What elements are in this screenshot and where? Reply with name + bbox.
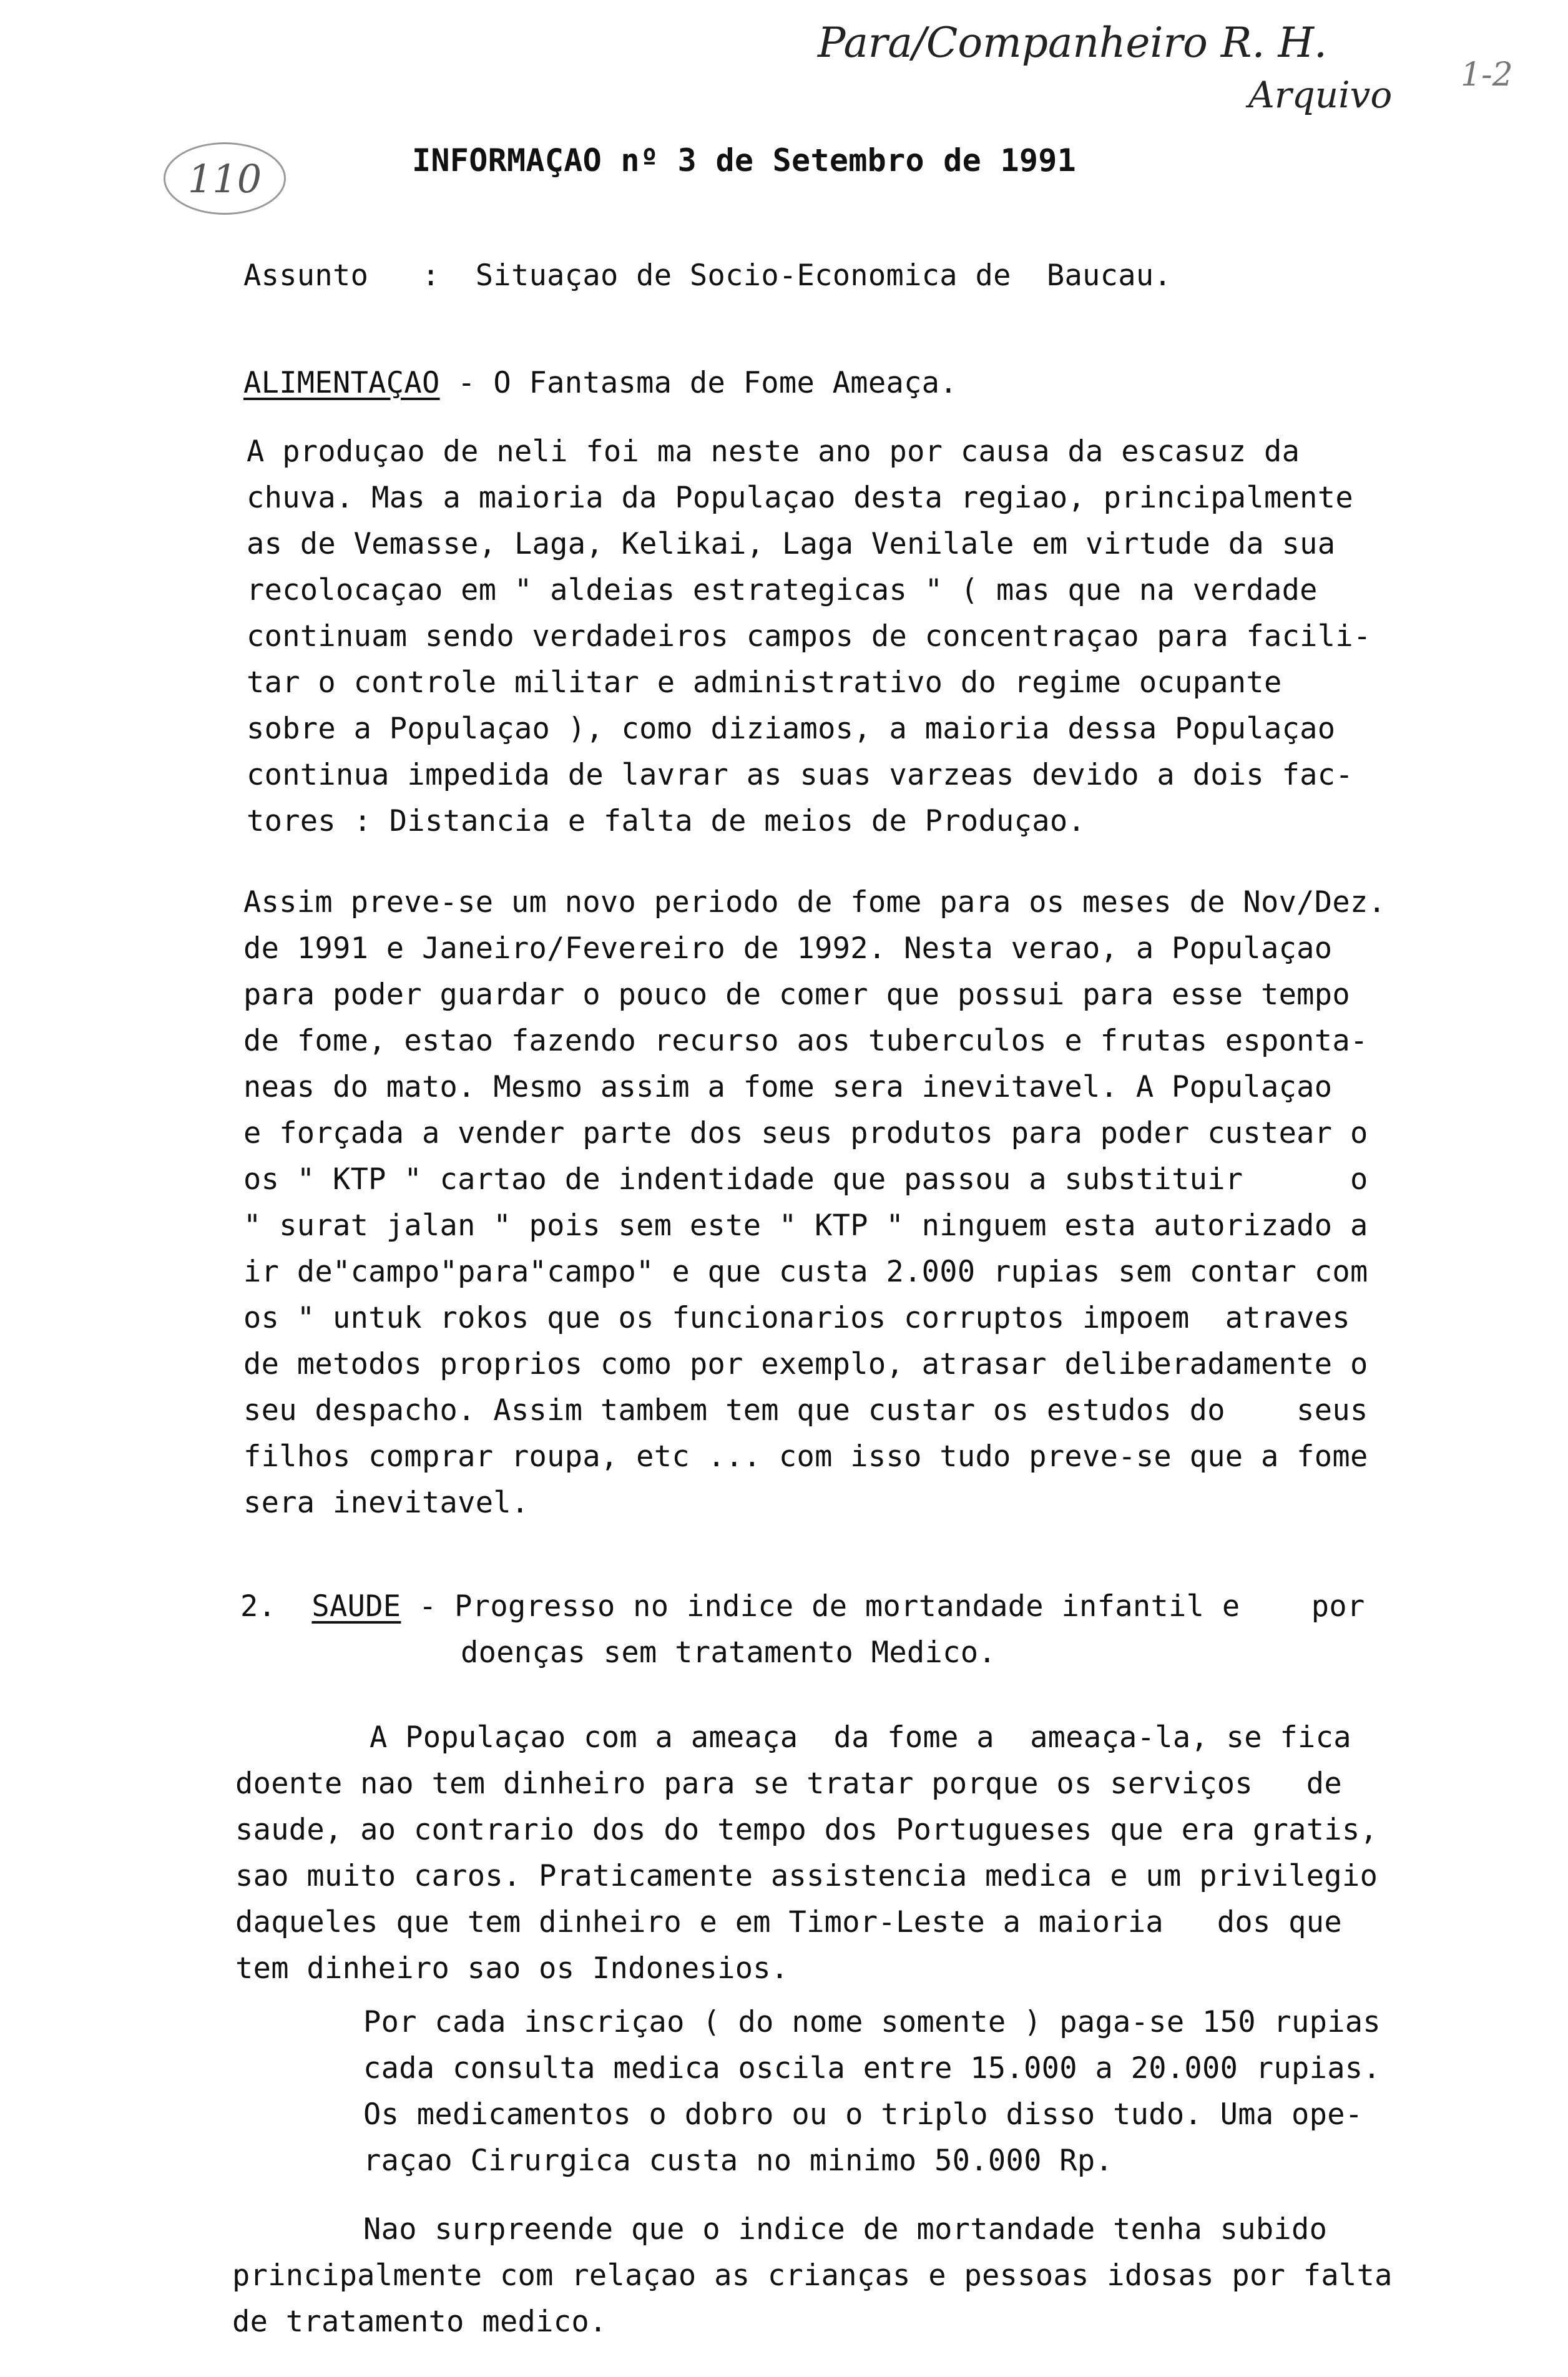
paragraph-line: Nao surpreende que o indice de mortandade tenha subido [363,2212,1328,2247]
paragraph-line: raçao Cirurgica custa no minimo 50.000 Rp. [363,2144,1114,2178]
paragraph-line: A produçao de neli foi ma neste ano por causa da escasuz da [247,434,1300,469]
section2-heading: SAUDE [311,1589,401,1624]
paragraph-line: os " untuk rokos que os funcionarios corruptos impoem atraves [243,1301,1350,1335]
paragraph-line: Os medicamentos o dobro ou o triplo disso tudo. Uma ope- [363,2097,1363,2132]
subject-label: Assunto [243,258,369,293]
handwritten-page-marker: 1-2 [1461,56,1513,94]
paragraph-line: Por cada inscriçao ( do nome somente ) paga-se 150 rupias [363,2005,1381,2039]
paragraph-line: tores : Distancia e falta de meios de Produçao. [247,804,1086,838]
paragraph-line: principalmente com relaçao as crianças e pessoas idosas por falta [232,2258,1393,2293]
paragraph-line: de metodos proprios como por exemplo, atrasar deliberadamente o [243,1347,1368,1381]
paragraph-line: para poder guardar o pouco de comer que possui para esse tempo [243,978,1350,1012]
paragraph-line: saude, ao contrario dos do tempo dos Portugueses que era gratis, [235,1813,1378,1847]
stamp-number: 110 [187,155,262,202]
paragraph-line: recolocaçao em " aldeias estrategicas " ( mas que na verdade [247,573,1318,607]
paragraph-line: doente nao tem dinheiro para se tratar porque os serviços de [235,1767,1342,1801]
paragraph-line: de fome, estao fazendo recurso aos tuberculos e frutas esponta- [243,1024,1368,1058]
section1-title: - O Fantasma de Fome Ameaça. [439,366,958,400]
subject-line [243,258,1172,293]
paragraph-line: sera inevitavel. [243,1486,529,1520]
paragraph-line: tar o controle militar e administrativo do regime ocupante [247,665,1282,700]
circled-number-stamp [164,142,286,215]
paragraph-line: sao muito caros. Praticamente assistencia medica e um privilegio [235,1859,1378,1893]
document-title: INFORMAÇAO nº 3 de Setembro de 1991 [412,142,1077,179]
paragraph-line: sobre a Populaçao ), como diziamos, a maioria dessa Populaçao [247,712,1336,746]
paragraph-line: tem dinheiro sao os Indonesios. [235,1951,789,1986]
section2-header [240,1589,1365,1624]
paragraph-line: as de Vemasse, Laga, Kelikai, Laga Venilale em virtude da sua [247,527,1336,561]
paragraph-line: ir de"campo"para"campo" e que custa 2.000 rupias sem contar com [243,1255,1368,1289]
paragraph-line: os " KTP " cartao de indentidade que passou a substituir o [243,1162,1368,1197]
section1-header [243,368,958,398]
paragraph-line: A Populaçao com a ameaça da fome a ameaça-la, se fica [370,1720,1351,1755]
paragraph-line: daqueles que tem dinheiro e em Timor-Leste a maioria dos que [235,1905,1342,1939]
handwritten-archive-note: Arquivo [1248,74,1393,116]
paragraph-line: filhos comprar roupa, etc ... com isso tudo preve-se que a fome [243,1439,1368,1474]
paragraph-line: de 1991 e Janeiro/Fevereiro de 1992. Nesta verao, a Populaçao [243,931,1333,966]
subject-text: : Situaçao de Socio-Economica de Baucau. [421,258,1172,293]
paragraph-line: chuva. Mas a maioria da Populaçao desta regiao, principalmente [247,481,1353,515]
paragraph-line: continuam sendo verdadeiros campos de concentraçao para facili- [247,619,1371,654]
paragraph-line: neas do mato. Mesmo assim a fome sera inevitavel. A Populaçao [243,1070,1333,1104]
section2-title: - Progresso no indice de mortandade infantil e por [401,1589,1365,1624]
section2-title-continuation: doenças sem tratamento Medico. [461,1635,996,1670]
paragraph-line: continua impedida de lavrar as suas varzeas devido a dois fac- [247,758,1353,792]
paragraph-line: de tratamento medico. [232,2305,607,2339]
paragraph-line: Assim preve-se um novo periodo de fome para os meses de Nov/Dez. [243,885,1386,919]
section1-heading: ALIMENTAÇAO [243,366,440,400]
paragraph-line: " surat jalan " pois sem este " KTP " ninguem esta autorizado a [243,1208,1368,1243]
section2-number: 2. [240,1589,277,1624]
paragraph-line: e forçada a vender parte dos seus produtos para poder custear o [243,1116,1368,1150]
paragraph-line: seu despacho. Assim tambem tem que custar os estudos do seus [243,1393,1368,1428]
handwritten-routing-note: Para/Companheiro R. H. [818,19,1327,67]
paragraph-line: cada consulta medica oscila entre 15.000 a 20.000 rupias. [363,2051,1381,2085]
